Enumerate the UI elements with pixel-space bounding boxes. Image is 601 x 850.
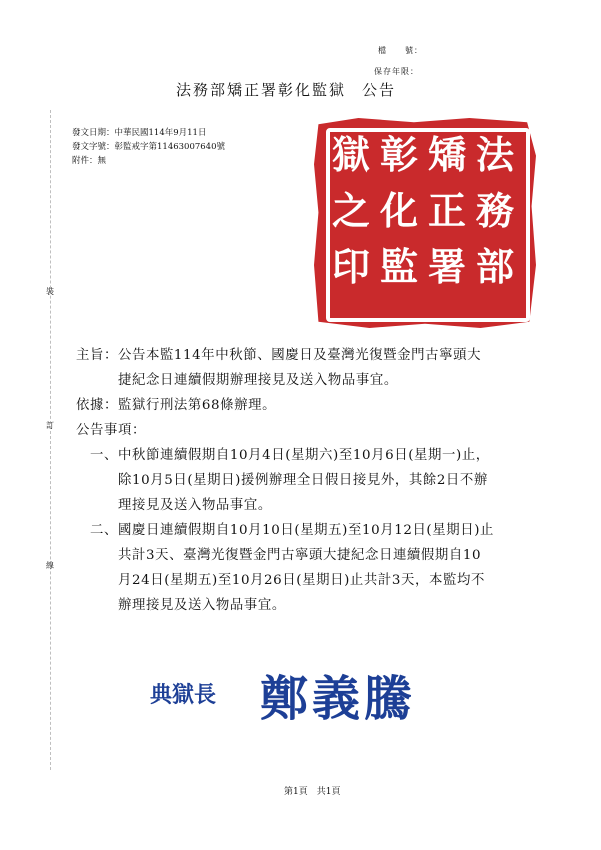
subject-line-2: 捷紀念日連續假期辦理接見及送入物品事宜。 [118,373,398,388]
subject-line-1: 主旨：公告本監114年中秋節、國慶日及臺灣光復暨金門古寧頭大 [76,348,482,363]
seal-char: 矯 [428,132,467,177]
attachment-note: 附件：無 [72,156,107,166]
binding-char: 線 [46,561,54,570]
binding-char: 訂 [46,421,54,430]
seal-char: 署 [428,244,467,289]
item-1-line-1: 一、中秋節連續假期自10月4日(星期六)至10月6日(星期一)止， [90,448,490,463]
retention-label: 保存年限： [374,67,419,76]
seal-char: 法 [476,132,515,177]
seal-char: 之 [332,188,371,233]
signature-title: 典獄長 [150,683,217,708]
file-number-label: 檔 號： [378,46,423,55]
item-2-line-3: 月24日(星期五)至10月26日(星期日)止共計3天，本監均不 [118,573,485,588]
seal-char: 獄 [332,132,371,177]
signature-name: 鄭義騰 [260,671,417,727]
page-title [176,79,396,100]
seal-char: 化 [380,188,419,233]
issue-number: 發文字號：彰監戒字第11463007640號 [72,142,225,152]
binding-line [50,110,51,770]
seal-char: 彰 [380,132,419,177]
seal-char: 部 [476,244,515,289]
doc-type: 公告 [362,81,397,99]
agency-name: 法務部矯正署彰化監獄 [176,81,347,99]
binding-char: 裝 [46,287,54,296]
page-number: 第1頁 共1頁 [284,787,341,797]
item-2-line-4: 辦理接見及送入物品事宜。 [118,598,286,613]
seal-char: 監 [380,244,419,289]
item-1-line-2: 除10月5日(星期日)援例辦理全日假日接見外，其餘2日不辦 [118,473,488,488]
issue-date: 發文日期：中華民國114年9月11日 [72,128,207,138]
items-heading: 公告事項： [76,423,146,438]
item-2-line-1: 二、國慶日連續假期自10月10日(星期五)至10月12日(星期日)止 [90,523,495,538]
basis-line: 依據：監獄行刑法第68條辦理。 [76,398,277,413]
official-seal [314,118,536,328]
seal-char: 印 [332,244,371,289]
item-1-line-3: 理接見及送入物品事宜。 [118,498,272,513]
item-2-line-2: 共計3天、臺灣光復暨金門古寧頭大捷紀念日連續假期自10 [118,548,482,563]
seal-char: 正 [428,188,467,233]
seal-char: 務 [476,188,515,233]
